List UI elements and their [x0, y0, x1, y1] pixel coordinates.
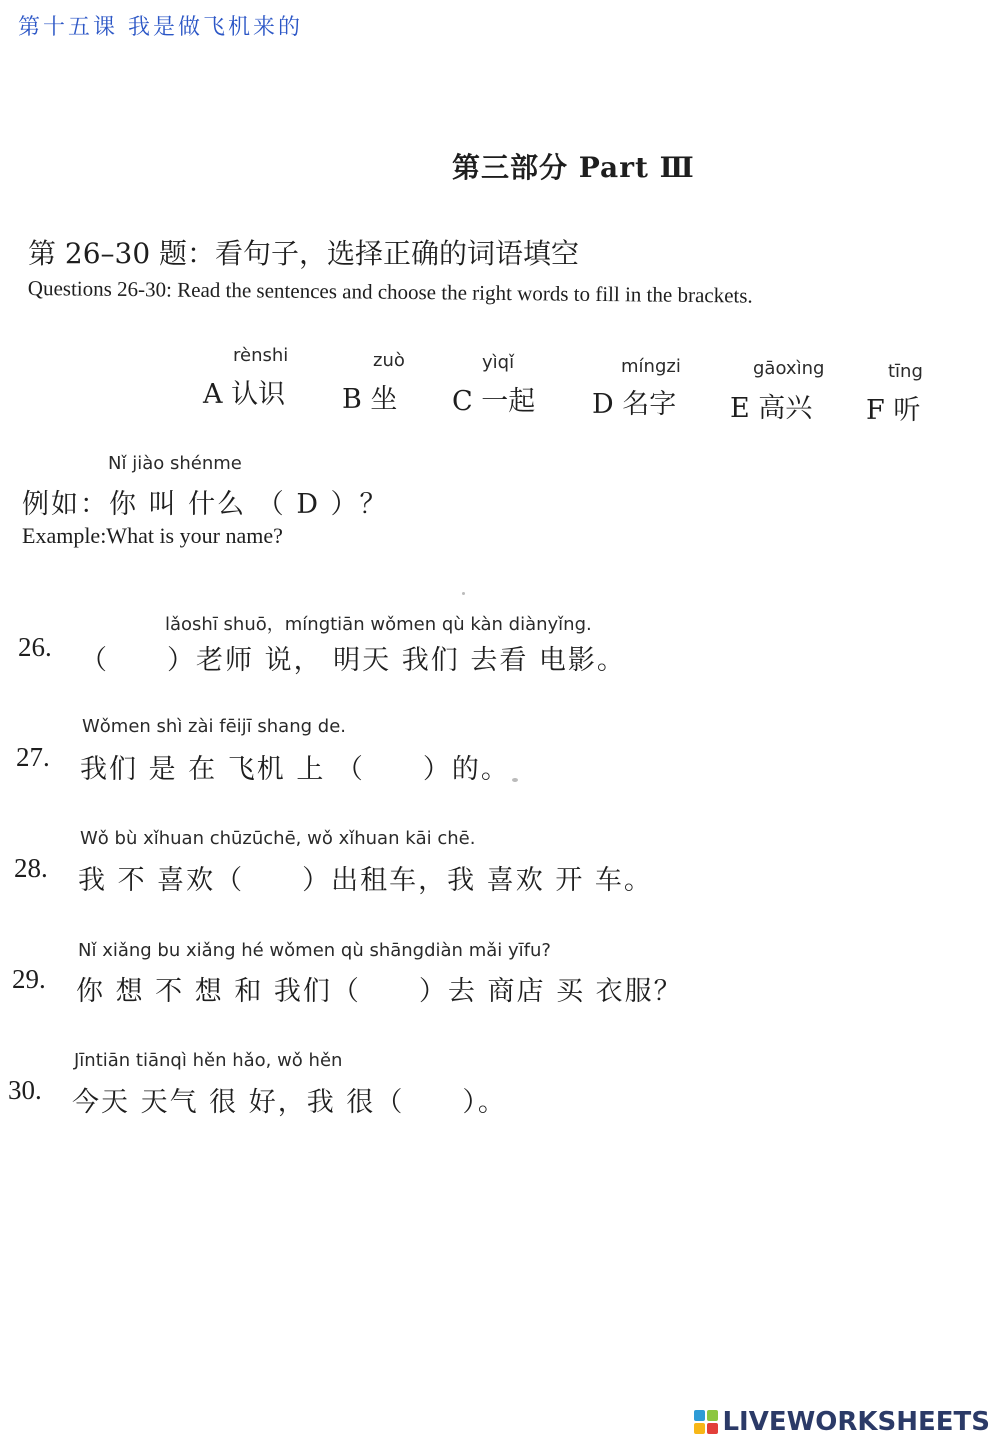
example-english: Example:What is your name?	[22, 523, 283, 548]
question-29-number: 29.	[12, 964, 46, 994]
question-instruction: Questions 26-30: Read the sentences and choose the right words to fill in the brackets.	[27, 276, 753, 308]
scan-speck	[462, 592, 465, 595]
liveworksheets-logo-text: LIVEWORKSHEETS	[722, 1407, 990, 1437]
option-e: E 高兴	[730, 393, 813, 424]
question-29-sentence[interactable]: 你 想 不 想 和 我们（ ）去 商店 买 衣服？	[76, 976, 683, 1007]
question-30-number: 30.	[8, 1075, 42, 1105]
question-28-pinyin: Wǒ bù xǐhuan chūzūchē, wǒ xǐhuan kāi chē.	[80, 828, 476, 849]
question-28-sentence[interactable]: 我 不 喜欢（ ）出租车，我 喜欢 开 车。	[78, 865, 653, 896]
option-b: B 坐	[342, 384, 398, 415]
part-title: 第三部分 Part Ⅲ	[452, 151, 695, 184]
option-f-pinyin: tīng	[888, 361, 923, 382]
example-sentence: 例如：你 叫 什么 （ D ）？	[22, 489, 389, 520]
option-a-pinyin: rènshi	[233, 345, 289, 366]
lesson-title: 第十五课 我是做飞机来的	[18, 15, 303, 40]
option-d-pinyin: míngzi	[621, 356, 681, 377]
question-30-pinyin: Jīntiān tiānqì hěn hǎo, wǒ hěn	[74, 1050, 343, 1071]
question-26-number: 26.	[18, 632, 52, 662]
question-27-pinyin: Wǒmen shì zài fēijī shang de.	[82, 716, 346, 737]
example-pinyin: Nǐ jiào shénme	[108, 453, 242, 474]
option-e-pinyin: gāoxìng	[753, 358, 825, 379]
question-heading: 第 26–30 题：看句子，选择正确的词语填空	[28, 237, 580, 270]
option-b-pinyin: zuò	[373, 350, 405, 371]
question-26-sentence[interactable]: （ ）老师 说， 明天 我们 去看 电影。	[80, 645, 626, 676]
question-27-number: 27.	[16, 742, 50, 772]
option-c: C 一起	[452, 386, 536, 417]
option-d: D 名字	[592, 389, 677, 420]
liveworksheets-logo[interactable]	[694, 1407, 990, 1437]
liveworksheets-logo-icon	[694, 1410, 718, 1434]
question-28-number: 28.	[14, 853, 48, 883]
scan-speck	[512, 778, 518, 782]
question-29-pinyin: Nǐ xiǎng bu xiǎng hé wǒmen qù shāngdiàn mǎi yīfu?	[78, 940, 551, 961]
question-30-sentence[interactable]: 今天 天气 很 好，我 很（ ）。	[72, 1087, 507, 1118]
option-a: A 认识	[203, 379, 286, 410]
option-c-pinyin: yìqǐ	[482, 352, 515, 373]
option-f: F 听	[866, 395, 921, 426]
question-26-pinyin: lǎoshī shuō，míngtiān wǒmen qù kàn diànyǐng.	[165, 614, 592, 635]
question-27-sentence[interactable]: 我们 是 在 飞机 上 （ ）的。	[80, 754, 510, 785]
